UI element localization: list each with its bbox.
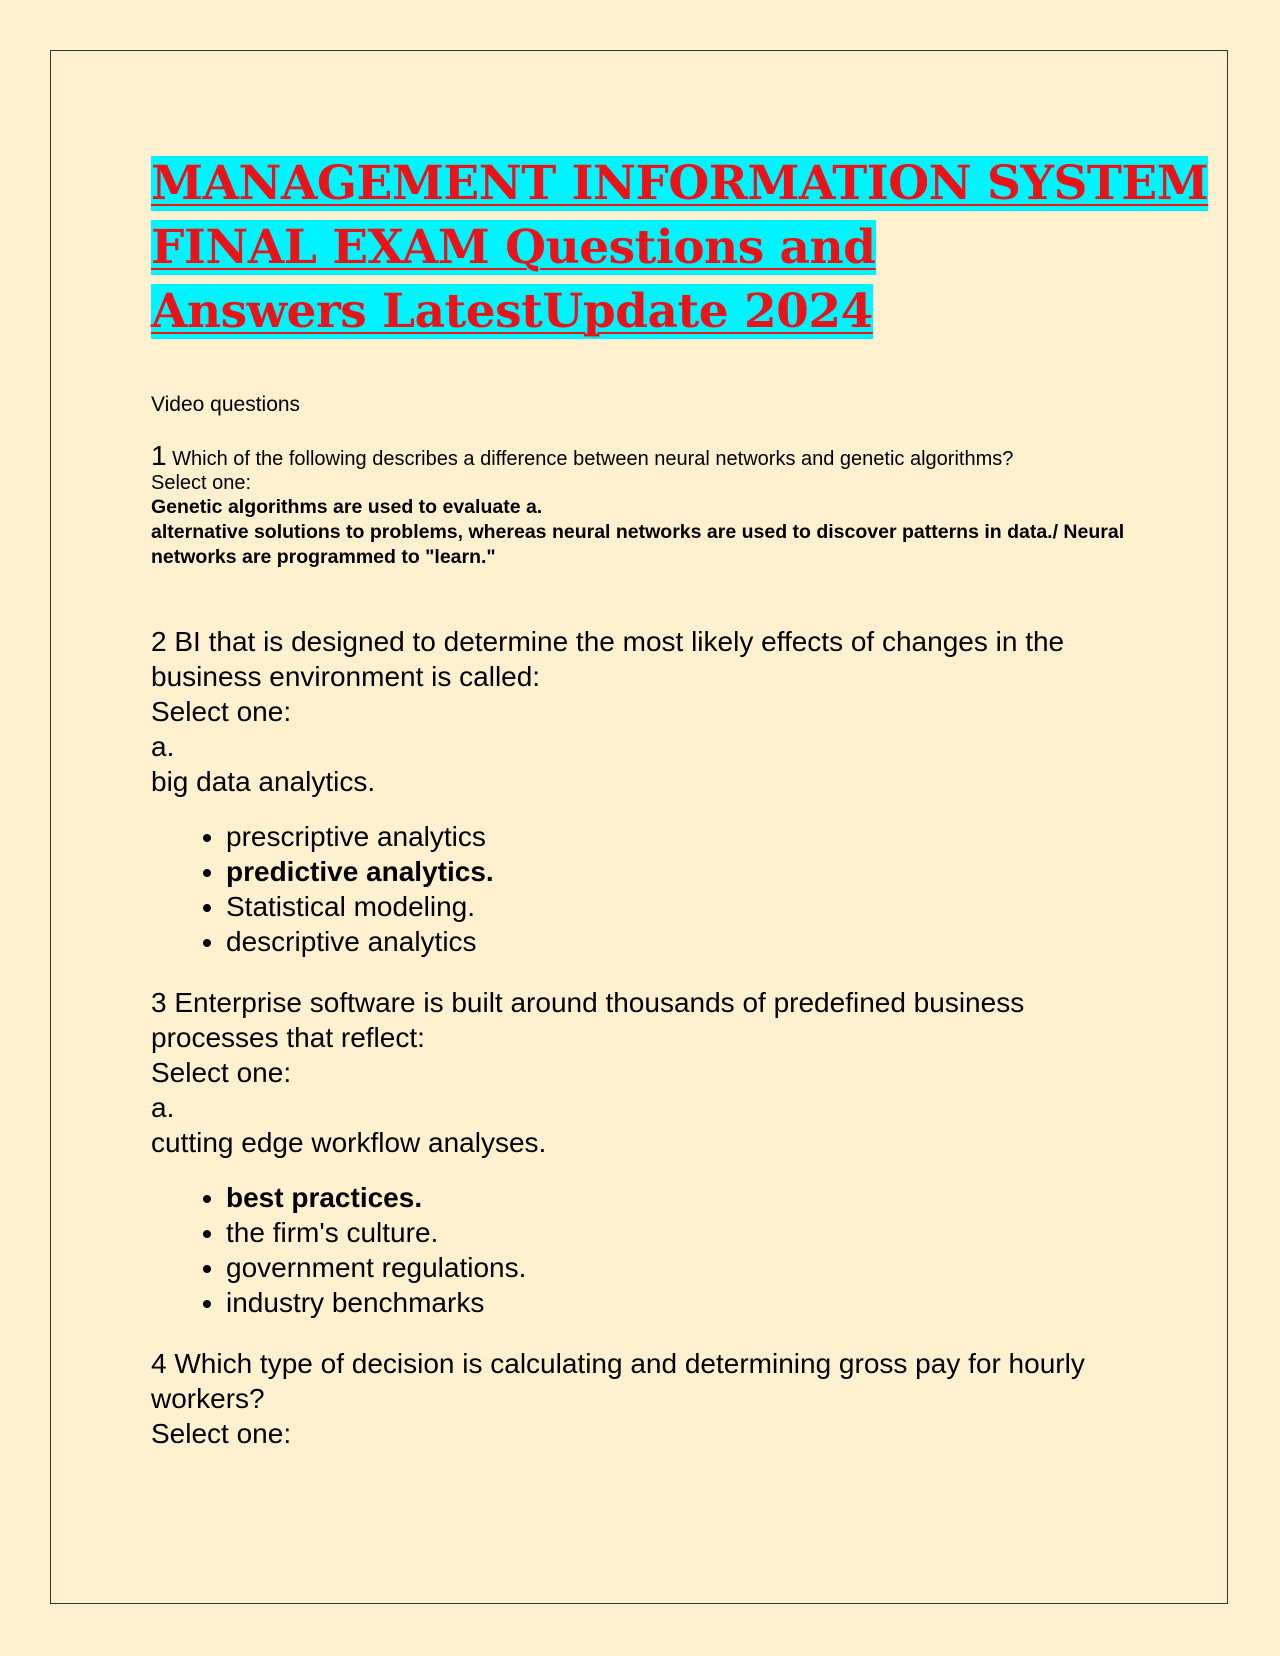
title-line: FINAL EXAM Questions and	[151, 220, 876, 275]
question-text: 2 BI that is designed to determine the most likely effects of changes in the business environment is called:	[151, 626, 1065, 692]
option-a-letter: a.	[151, 1092, 175, 1123]
document-content	[151, 152, 1209, 1451]
question-1	[151, 440, 1131, 570]
question-text: 4 Which type of decision is calculating and determining gross pay for hourly workers?	[151, 1348, 1085, 1414]
options-list	[151, 1180, 1131, 1320]
option-item: • descriptive analytics	[226, 924, 1131, 959]
option-item: • government regulations.	[226, 1250, 1131, 1285]
option-item: • industry benchmarks	[226, 1285, 1131, 1320]
option-item: • Statistical modeling.	[226, 889, 1131, 924]
option-item-correct: • predictive analytics.	[226, 854, 1131, 889]
select-one-label: Select one:	[151, 1057, 292, 1088]
select-one-label: Select one:	[151, 472, 252, 494]
option-item: • prescriptive analytics	[226, 819, 1131, 854]
select-one-label: Select one:	[151, 696, 292, 727]
answer-line: alternative solutions to problems, whereas neural networks are used to discover patterns in data./ Neural networks are programmed to "learn."	[151, 521, 1125, 568]
answer-line: Genetic algorithms are used to evaluate a.	[151, 496, 543, 518]
option-a-text: cutting edge workflow analyses.	[151, 1127, 547, 1158]
question-4	[151, 1346, 1131, 1451]
document-title	[151, 152, 1209, 344]
section-label: Video questions	[151, 393, 301, 416]
question-text: Which of the following describes a difference between neural networks and genetic algorithms?	[172, 448, 1014, 470]
option-item: • the firm's culture.	[226, 1215, 1131, 1250]
title-line: MANAGEMENT INFORMATION SYSTEM	[151, 156, 1209, 211]
question-3	[151, 985, 1131, 1320]
option-a-letter: a.	[151, 731, 175, 762]
question-number: 1	[151, 440, 167, 471]
select-one-label: Select one:	[151, 1418, 292, 1449]
options-list	[151, 819, 1131, 959]
title-line: Answers LatestUpdate 2024	[151, 284, 873, 339]
option-item-correct: • best practices.	[226, 1180, 1131, 1215]
question-text: 3 Enterprise software is built around thousands of predefined business processes that reflect:	[151, 987, 1025, 1053]
question-2	[151, 624, 1131, 959]
option-a-text: big data analytics.	[151, 766, 376, 797]
question-1-prompt	[151, 440, 1131, 471]
